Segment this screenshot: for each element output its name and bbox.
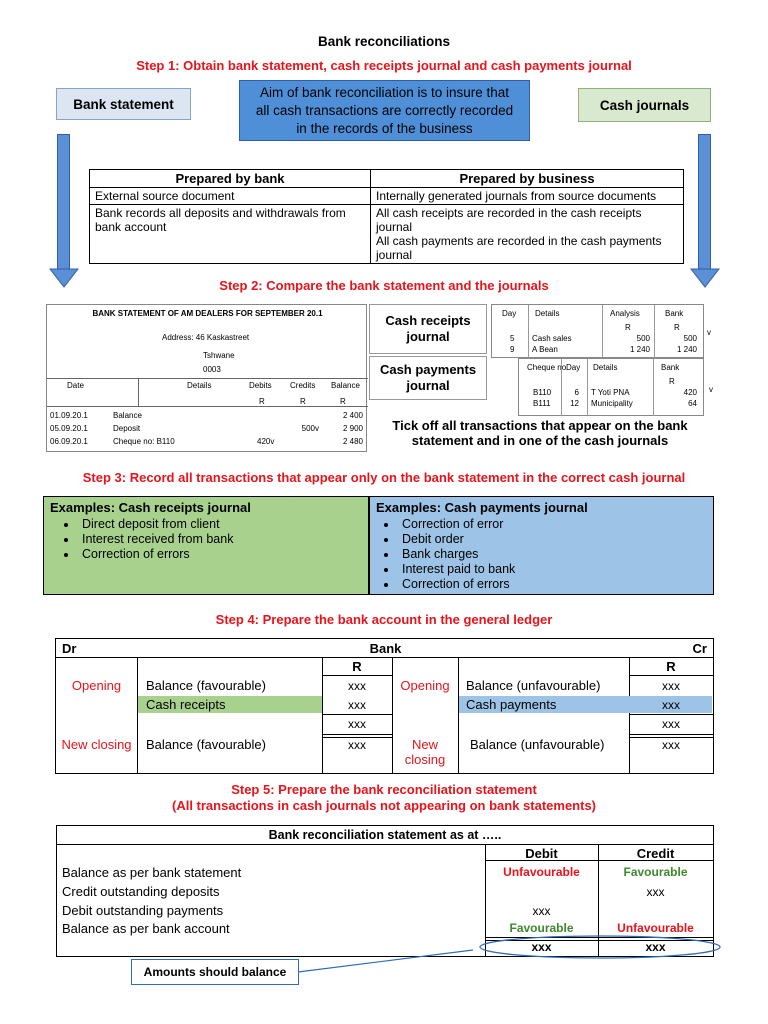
cpj-row-cheque: B111 (533, 399, 551, 408)
examples-crj-list (44, 517, 368, 562)
business-receipts-text: All cash receipts are recorded in the cash receipts journal (376, 206, 642, 234)
statement-r-credits: R (300, 397, 306, 406)
rec-total-credit: xxx (645, 940, 666, 954)
statement-col-details: Details (187, 381, 212, 390)
examples-cpj-box (369, 496, 714, 595)
cpj-row-details: Municipality (591, 399, 633, 408)
examples-crj-title: Examples: Cash receipts journal (50, 500, 251, 515)
statement-col-balance: Balance (331, 381, 360, 390)
cash-journals-box: Cash journals (578, 88, 711, 122)
rec-credit-header: Credit (636, 846, 675, 861)
amounts-balance-callout: Amounts should balance (131, 959, 299, 985)
cpj-sample (518, 358, 704, 416)
rec-row4-debit: Favourable (509, 921, 574, 935)
cpj-row-cheque: B110 (533, 388, 552, 397)
ledger-amount-6: xxx (662, 738, 680, 752)
examples-cpj-item: • Debit order (398, 532, 713, 547)
rec-row2-credit: xxx (646, 885, 665, 899)
cash-payments-journal-label: Cash payments journal (369, 356, 487, 400)
ledger-bank-title: Bank (369, 641, 402, 656)
statement-row-details: Cheque no: B110 (113, 437, 175, 446)
rec-row-outstanding-deposits: Credit outstanding deposits (62, 884, 220, 899)
crj-r-bank: R (674, 323, 680, 332)
crj-tick: v (707, 328, 711, 337)
ledger-opening-cr: Opening (400, 678, 450, 693)
rec-row-bank-account: Balance as per bank account (62, 921, 230, 936)
statement-r-debits: R (259, 397, 265, 406)
examples-crj-item: • Correction of errors (78, 547, 368, 562)
cpj-tick: v (709, 385, 713, 394)
left-arrow-shaft (57, 134, 70, 270)
statement-col-date: Date (67, 381, 84, 390)
tick-instruction: Tick off all transactions that appear on the bank statement and in one of the cash journals (392, 418, 688, 448)
statement-row-balance: 2 480 (342, 437, 363, 446)
statement-r-balance: R (340, 397, 346, 406)
cpj-col-cheque: Cheque no (527, 363, 567, 372)
prepared-by-business-header: Prepared by business (371, 170, 684, 188)
statement-heading: BANK STATEMENT OF AM DEALERS FOR SEPTEMBER 20.1 (92, 309, 323, 318)
ledger-balance-favourable: Balance (favourable) (146, 678, 266, 693)
examples-cpj-item: • Correction of errors (398, 577, 713, 592)
ledger-total-left: xxx (348, 717, 366, 731)
examples-cpj-title: Examples: Cash payments journal (376, 500, 588, 515)
aim-box: Aim of bank reconciliation is to insure that all cash transactions are correctly recorded in the records of the business (239, 80, 530, 141)
crj-row-analysis: 500 (636, 334, 650, 343)
ledger-new-closing-cr: New closing (404, 737, 446, 767)
statement-row-details: Balance (113, 411, 142, 420)
statement-code: 0003 (203, 365, 221, 374)
ledger-cr: Cr (692, 641, 707, 656)
ledger-r-left: R (352, 659, 362, 674)
cash-receipts-journal-label: Cash receipts journal (369, 304, 487, 354)
crj-row-bank: 500 (683, 334, 697, 343)
step-5-heading: Step 5: Prepare the bank reconciliation statement (231, 782, 537, 797)
ledger-balance-unfavourable-2: Balance (unfavourable) (470, 737, 605, 752)
examples-crj-item: • Direct deposit from client (78, 517, 368, 532)
rec-row1-debit: Unfavourable (503, 865, 580, 879)
ledger-amount-1: xxx (348, 679, 366, 693)
crj-r-analysis: R (625, 323, 631, 332)
step-5-subheading: (All transactions in cash journals not appearing on bank statements) (171, 798, 597, 813)
ledger-amount-2: xxx (662, 679, 680, 693)
cpj-col-bank: Bank (661, 363, 680, 372)
statement-city: Tshwane (203, 351, 235, 360)
cell-bank-2: Bank records all deposits and withdrawals from bank account (90, 205, 371, 264)
cpj-row-day: 12 (570, 399, 579, 408)
rec-total-debit: xxx (531, 940, 552, 954)
cpj-row-details: T Yoti PNA (591, 388, 630, 397)
ledger-new-closing-dr: New closing (61, 737, 132, 752)
crj-row-day: 9 (510, 345, 515, 354)
statement-row-balance: 2 900 (342, 424, 363, 433)
examples-crj-item: • Interest received from bank (78, 532, 368, 547)
statement-row-details: Deposit (113, 424, 141, 433)
examples-crj-box (43, 496, 369, 595)
ledger-dr: Dr (62, 641, 77, 656)
statement-row-date: 06.09.20.1 (50, 437, 88, 446)
prepared-by-bank-header: Prepared by bank (90, 170, 371, 188)
crj-col-day: Day (502, 309, 517, 318)
ledger-cash-payments: Cash payments (466, 697, 557, 712)
statement-row-credit: 500v (301, 424, 319, 433)
ledger-amount-5: xxx (348, 738, 366, 752)
cell-bank-1: External source document (90, 188, 371, 205)
ledger-cash-receipts: Cash receipts (146, 697, 226, 712)
ledger-balance-favourable-2: Balance (favourable) (146, 737, 266, 752)
crj-col-analysis: Analysis (610, 309, 640, 318)
page-title: Bank reconciliations (317, 34, 451, 49)
ledger-balance-unfavourable: Balance (unfavourable) (466, 678, 601, 693)
ledger-amount-3: xxx (348, 698, 366, 712)
business-payments-text: All cash payments are recorded in the cash payments journal (376, 234, 662, 262)
rec-row1-credit: Favourable (623, 865, 688, 879)
examples-cpj-item: • Interest paid to bank (398, 562, 713, 577)
step-1-heading: Step 1: Obtain bank statement, cash receipts journal and cash payments journal (136, 58, 632, 73)
ledger-total-right: xxx (662, 717, 680, 731)
ledger-opening-dr: Opening (71, 678, 122, 693)
crj-row-bank: 1 240 (676, 345, 697, 354)
cpj-row-bank: 64 (688, 399, 697, 408)
rec-row-bank-statement: Balance as per bank statement (62, 865, 242, 880)
bank-statement-box: Bank statement (56, 88, 191, 120)
rec-debit-header: Debit (525, 846, 558, 861)
crj-row-details: Cash sales (532, 334, 572, 343)
rec-heading: Bank reconciliation statement as at ….. (268, 828, 502, 842)
statement-address: Address: 46 Kaskastreet (162, 333, 250, 342)
statement-row-balance: 2 400 (342, 411, 363, 420)
crj-row-day: 5 (510, 334, 515, 343)
rec-row4-credit: Unfavourable (617, 921, 694, 935)
crj-col-details: Details (535, 309, 560, 318)
step-2-heading: Step 2: Compare the bank statement and the journals (219, 278, 549, 293)
cell-business-1: Internally generated journals from source documents (371, 188, 684, 205)
crj-row-analysis: 1 240 (629, 345, 650, 354)
crj-sample (491, 304, 704, 358)
crj-row-details: A Bean (532, 345, 558, 354)
rec-row-outstanding-payments: Debit outstanding payments (62, 903, 224, 918)
right-arrow-shaft (698, 134, 711, 270)
statement-col-debits: Debits (249, 381, 272, 390)
ledger-amount-4: xxx (662, 698, 680, 712)
step-4-heading: Step 4: Prepare the bank account in the general ledger (215, 612, 553, 627)
examples-cpj-list (370, 517, 713, 592)
statement-row-debit: 420v (257, 437, 275, 446)
bank-ledger-account (55, 638, 714, 774)
statement-row-date: 01.09.20.1 (50, 411, 88, 420)
statement-col-credits: Credits (290, 381, 316, 390)
prepared-by-table (89, 169, 684, 264)
ledger-r-right: R (666, 659, 676, 674)
cpj-row-day: 6 (574, 388, 579, 397)
cpj-col-details: Details (593, 363, 618, 372)
rec-row3-debit: xxx (532, 904, 551, 918)
examples-cpj-item: • Bank charges (398, 547, 713, 562)
step-3-heading: Step 3: Record all transactions that appear only on the bank statement in the correct cash journal (82, 470, 686, 485)
crj-col-bank: Bank (665, 309, 684, 318)
cpj-r-bank: R (669, 377, 675, 386)
statement-row-date: 05.09.20.1 (50, 424, 88, 433)
cell-business-2 (371, 205, 684, 264)
cpj-row-bank: 420 (683, 388, 697, 397)
examples-cpj-item: • Correction of error (398, 517, 713, 532)
bank-statement-sample (46, 304, 367, 452)
cpj-col-day: Day (566, 363, 581, 372)
